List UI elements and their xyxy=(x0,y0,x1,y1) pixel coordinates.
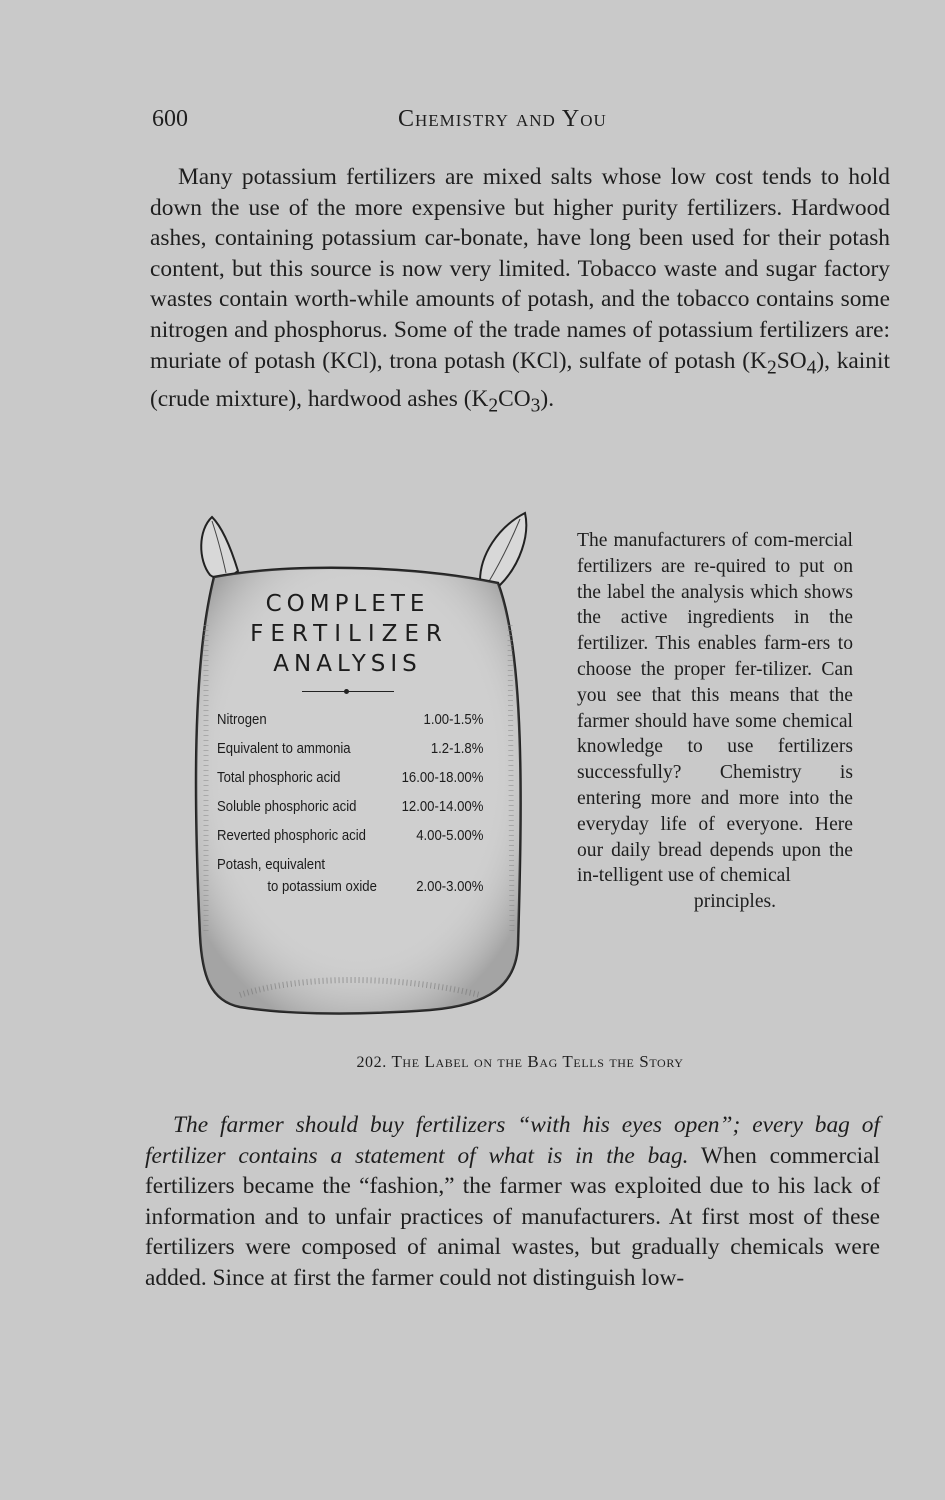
analysis-row xyxy=(217,708,483,737)
analysis-label: Soluble phosphoric acid xyxy=(217,799,357,815)
para1-sub-b: 4 xyxy=(806,357,817,379)
label-divider-dot xyxy=(344,689,349,694)
analysis-value: 12.00-14.00% xyxy=(401,799,484,815)
para1-text-e: ). xyxy=(540,385,555,412)
analysis-label: Reverted phosphoric acid xyxy=(217,828,366,844)
para1-text-c: ), kainit (crude mixture), hardwood ashes (K xyxy=(150,347,890,412)
para1-text-a: Many potassium fertilizers are mixed salts whose low cost tends to hold down the use of the more expensive but higher purity fertilizers. Hardwood ashes, containing potassium car-bonate, have long been used for their potash content, but this source is now very limited. Tobacco waste and sugar factory wastes contain worth-while amounts of potash, and the tobacco contains some nitrogen and phosphorus. Some of the trade names of potassium fertilizers are: muriate of potash (KCl), trona potash (KCl), sulfate of potash (K xyxy=(150,164,890,374)
analysis-label: to potassium oxide xyxy=(267,879,377,895)
para2-italic-text: The farmer should buy fertilizers “with his eyes open”; every bag of fertilizer contains a statement of what is in the bag. xyxy=(145,1112,880,1169)
analysis-value: 16.00-18.00% xyxy=(401,770,484,786)
analysis-label: Total phosphoric acid xyxy=(217,770,341,786)
para1-sub-d: 3 xyxy=(530,395,541,417)
figure-caption-text: The Label on the Bag Tells the Story xyxy=(391,1052,684,1071)
analysis-row xyxy=(217,853,483,875)
para1-sub-c: 2 xyxy=(488,395,499,417)
side-caption-text: The manufacturers of com-mercial fertilizers are re-quired to put on the label the analysis which shows the active ingredients in the fertilizer. This enables farm-ers to choose the proper fer-tilizer. Can you see that this means that the farmer should have some chemical knowledge to use fertilizers successfully? Chemistry is entering more and more into the everyday life of everyone. Here our daily bread depends upon the in-telligent use of chemical xyxy=(577,530,853,887)
side-caption xyxy=(577,528,853,915)
page-number: 600 xyxy=(152,106,188,132)
analysis-label: Equivalent to ammonia xyxy=(217,741,351,757)
analysis-value: 1.2-1.8% xyxy=(430,741,484,757)
paragraph-farmer-buying xyxy=(145,1110,880,1294)
label-title-line3: ANALYSIS xyxy=(273,651,422,677)
analysis-row xyxy=(217,737,483,766)
label-title-line1: COMPLETE xyxy=(265,591,430,617)
analysis-row xyxy=(217,766,483,795)
analysis-row xyxy=(217,875,483,904)
analysis-value: 2.00-3.00% xyxy=(416,879,484,895)
analysis-value: 1.00-1.5% xyxy=(423,712,484,728)
analysis-table xyxy=(217,708,483,904)
page-header xyxy=(152,106,892,136)
label-title-line2: FERTILIZER xyxy=(250,621,449,647)
para2-text: When commercial fertilizers became the “fashion,” the farmer was exploited due to his lack of information and to unfair practices of manufacturers. At first most of these fertilizers were composed of animal wastes, but gradually chemicals were added. Since at first the farmer could not distinguish low- xyxy=(145,1142,880,1291)
para1-text-b: SO xyxy=(776,347,807,374)
figure-caption xyxy=(200,1052,840,1072)
analysis-row xyxy=(217,795,483,824)
para1-sub-a: 2 xyxy=(766,357,777,379)
analysis-label: Potash, equivalent xyxy=(217,857,326,873)
paragraph-potassium-fertilizers xyxy=(150,162,890,422)
analysis-label: Nitrogen xyxy=(217,712,267,728)
running-title: Chemistry and You xyxy=(398,106,607,132)
analysis-value: 4.00-5.00% xyxy=(416,828,484,844)
analysis-row xyxy=(217,824,483,853)
fertilizer-bag-illustration xyxy=(180,505,545,1025)
side-caption-last-word: principles. xyxy=(693,891,777,913)
figure-number: 202. xyxy=(356,1054,387,1071)
para1-text-d: CO xyxy=(498,385,531,412)
